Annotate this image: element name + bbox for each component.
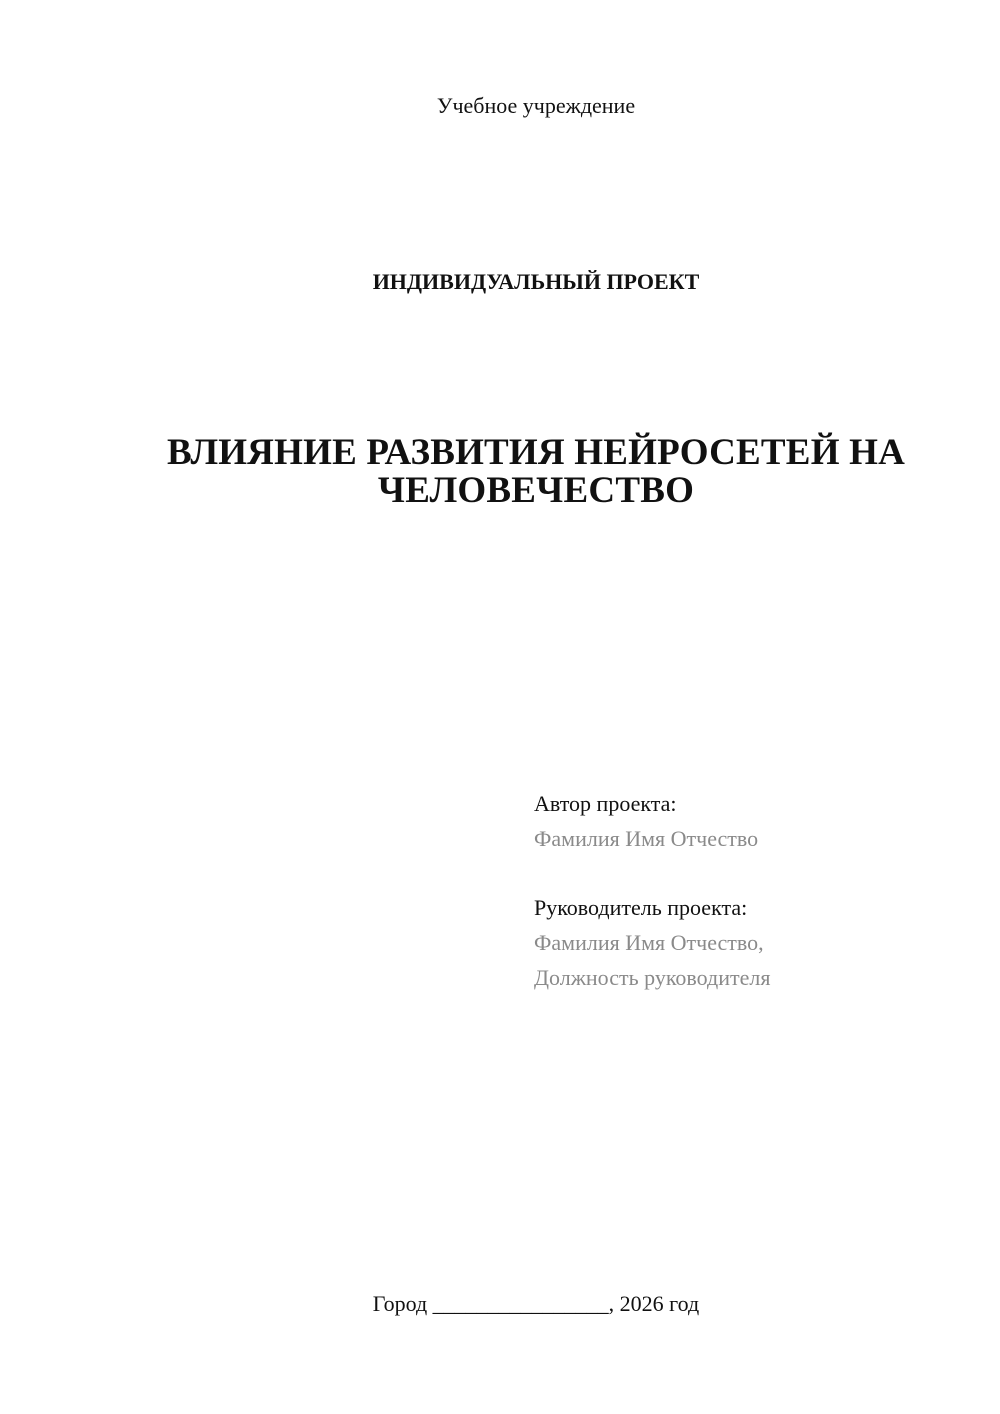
project-title-line-2: ЧЕЛОВЕЧЕСТВО [377,470,695,511]
supervisor-position: Должность руководителя [534,965,771,990]
document-type: ИНДИВИДУАЛЬНЫЙ ПРОЕКТ [372,269,700,294]
author-label: Автор проекта: [534,791,677,816]
city-year-footer: Город ________________, 2026 год [372,1291,700,1316]
project-title [100,434,972,510]
project-credits [534,786,974,995]
credits-spacer [534,856,974,890]
author-name: Фамилия Имя Отчество [534,826,759,851]
project-title-line-1: ВЛИЯНИЕ РАЗВИТИЯ НЕЙРОСЕТЕЙ НА [166,432,906,473]
supervisor-label: Руководитель проекта: [534,895,748,920]
institution-name: Учебное учреждение [436,93,636,118]
supervisor-name: Фамилия Имя Отчество, [534,930,764,955]
